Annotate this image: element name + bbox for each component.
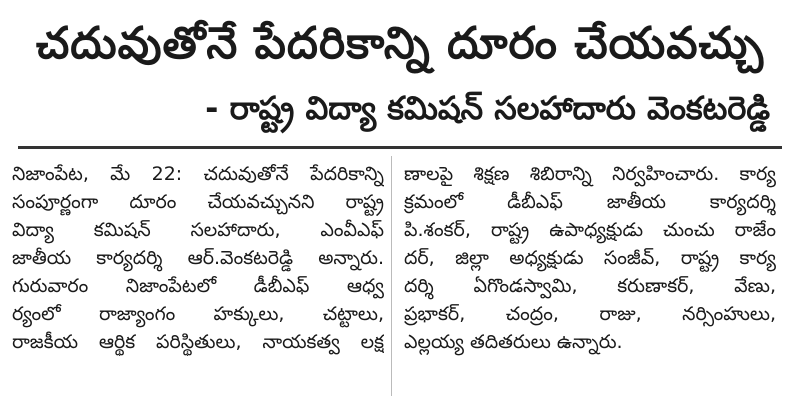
body-line: రాజకీయ ఆర్థిక పరిస్థితులు, నాయకత్వ లక్ష bbox=[12, 331, 384, 353]
body-line: జాతీయ కార్యదర్శి ఆర్.వెంకటరెడ్డి అన్నారు. bbox=[12, 247, 384, 269]
body-line: క్రమంలో డీబీఎఫ్ జాతీయ కార్యదర్శి bbox=[404, 191, 776, 213]
body-line: దర్శి ఏగొండస్వామి, కరుణాకర్, వేణు, bbox=[404, 275, 776, 297]
body-line: గురువారం నిజాంపేటలో డీబీఎఫ్ ఆధ్వ bbox=[12, 275, 384, 297]
body-line: ప్రభాకర్, చంద్రం, రాజు, నర్సింహులు, bbox=[404, 303, 776, 325]
body-line: పి.శంకర్, రాష్ట్ర ఉపాధ్యక్షుడు చుంచు రాజేం bbox=[404, 219, 776, 241]
body-line: దర్, జిల్లా అధ్యక్షుడు సంజీవ్, రాష్ట్ర కార్య bbox=[404, 247, 776, 269]
column-divider bbox=[391, 156, 392, 396]
article-body-left-column bbox=[12, 160, 384, 356]
body-line: ఎల్లయ్య తదితరులు ఉన్నారు. bbox=[404, 331, 623, 353]
article-headline: చదువుతోనే పేదరికాన్ని దూరం చేయవచ్చు bbox=[35, 18, 765, 69]
article-subheadline: - రాష్ట్ర విద్యా కమిషన్ సలహాదారు వెంకటరెడ్డి bbox=[205, 89, 770, 127]
body-line: ర్యంలో రాజ్యాంగం హక్కులు, చట్టాలు, bbox=[12, 303, 384, 325]
article-body-right-column bbox=[404, 160, 776, 356]
body-line: నిజాంపేట, మే 22: చదువుతోనే పేదరికాన్ని bbox=[12, 163, 384, 185]
body-line: ణాలపై శిక్షణ శిబిరాన్ని నిర్వహించారు. కార్య bbox=[404, 163, 776, 185]
body-line: సంపూర్ణంగా దూరం చేయవచ్చునని రాష్ట్ర bbox=[12, 191, 384, 213]
headline-divider-rule bbox=[18, 146, 782, 149]
body-line: విద్యా కమిషన్ సలహాదారు, ఎంవీఎఫ్ bbox=[12, 219, 384, 241]
